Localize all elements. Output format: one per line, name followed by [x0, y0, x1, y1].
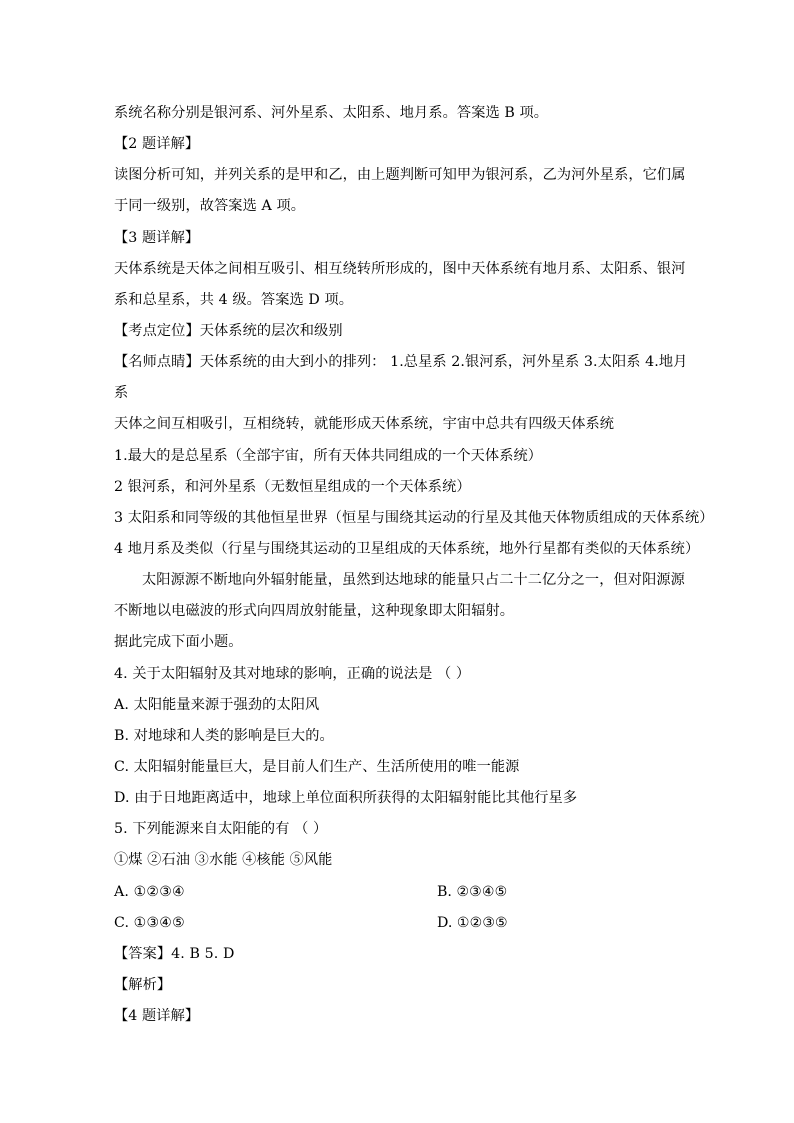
option-c: C. 太阳辐射能量巨大，是目前人们生产、生活所使用的唯一能源	[114, 759, 520, 775]
passage-line: 太阳源源不断地向外辐射能量，虽然到达地球的能量只占二十二亿分之一，但对阳源源	[142, 572, 685, 588]
text-line: 系和总星系，共 4 级。答案选 D 项。	[114, 292, 354, 308]
text-line: 4 地月系及类似（行星与围绕其运动的卫星组成的天体系统，地外行星都有类似的天体系统）	[114, 541, 700, 557]
section-heading-q3: 【3 题详解】	[114, 230, 200, 246]
text-line: 天体之间互相吸引，互相绕转，就能形成天体系统，宇宙中总共有四级天体系统	[114, 416, 615, 432]
text-line: 系	[114, 385, 129, 401]
passage-line: 不断地以电磁波的形式向四周放射能量，这种现象即太阳辐射。	[114, 603, 515, 619]
option-b: B. ②③④⑤	[437, 884, 508, 900]
section-heading-q2: 【2 题详解】	[114, 136, 200, 152]
analysis-heading: 【解析】	[114, 977, 172, 993]
option-c: C. ①③④⑤	[114, 915, 185, 931]
text-line: 系统名称分别是银河系、河外星系、太阳系、地月系。答案选 B 项。	[114, 105, 549, 121]
text-line: 据此完成下面小题。	[114, 634, 243, 650]
question-5: 5. 下列能源来自太阳能的有 （ ）	[114, 821, 328, 837]
text-line: 3 太阳系和同等级的其他恒星世界（恒星与围绕其运动的行星及其他天体物质组成的天体系统）	[114, 510, 714, 526]
text-line: 1.最大的是总星系（全部宇宙，所有天体共同组成的一个天体系统）	[114, 448, 543, 464]
option-b: B. 对地球和人类的影响是巨大的。	[114, 728, 334, 744]
text-line: 读图分析可知，并列关系的是甲和乙，由上题判断可知甲为银河系，乙为河外星系，它们属	[114, 167, 686, 183]
option-d: D. 由于日地距离适中，地球上单位面积所获得的太阳辐射能比其他行星多	[114, 790, 578, 806]
text-line: 【考点定位】天体系统的层次和级别	[114, 323, 343, 339]
section-heading-q4: 【4 题详解】	[114, 1008, 200, 1024]
text-line: 天体系统是天体之间相互吸引、相互绕转所形成的，图中天体系统有地月系、太阳系、银河	[114, 261, 686, 277]
option-a: A. 太阳能量来源于强劲的太阳风	[114, 697, 320, 713]
question-4: 4. 关于太阳辐射及其对地球的影响，正确的说法是 （ ）	[114, 666, 471, 682]
text-line: 2 银河系，和河外星系（无数恒星组成的一个天体系统）	[114, 479, 471, 495]
option-d: D. ①②③⑤	[437, 915, 508, 931]
answer-line: 【答案】4. B 5. D	[114, 946, 235, 962]
text-line: 【名师点睛】天体系统的由大到小的排列： 1.总星系 2.银河系，河外星系 3.太阳系 4.地月	[114, 354, 688, 370]
energy-list: ①煤 ②石油 ③水能 ④核能 ⑤风能	[114, 852, 333, 868]
option-a: A. ①②③④	[114, 884, 185, 900]
text-line: 于同一级别，故答案选 A 项。	[114, 198, 306, 214]
